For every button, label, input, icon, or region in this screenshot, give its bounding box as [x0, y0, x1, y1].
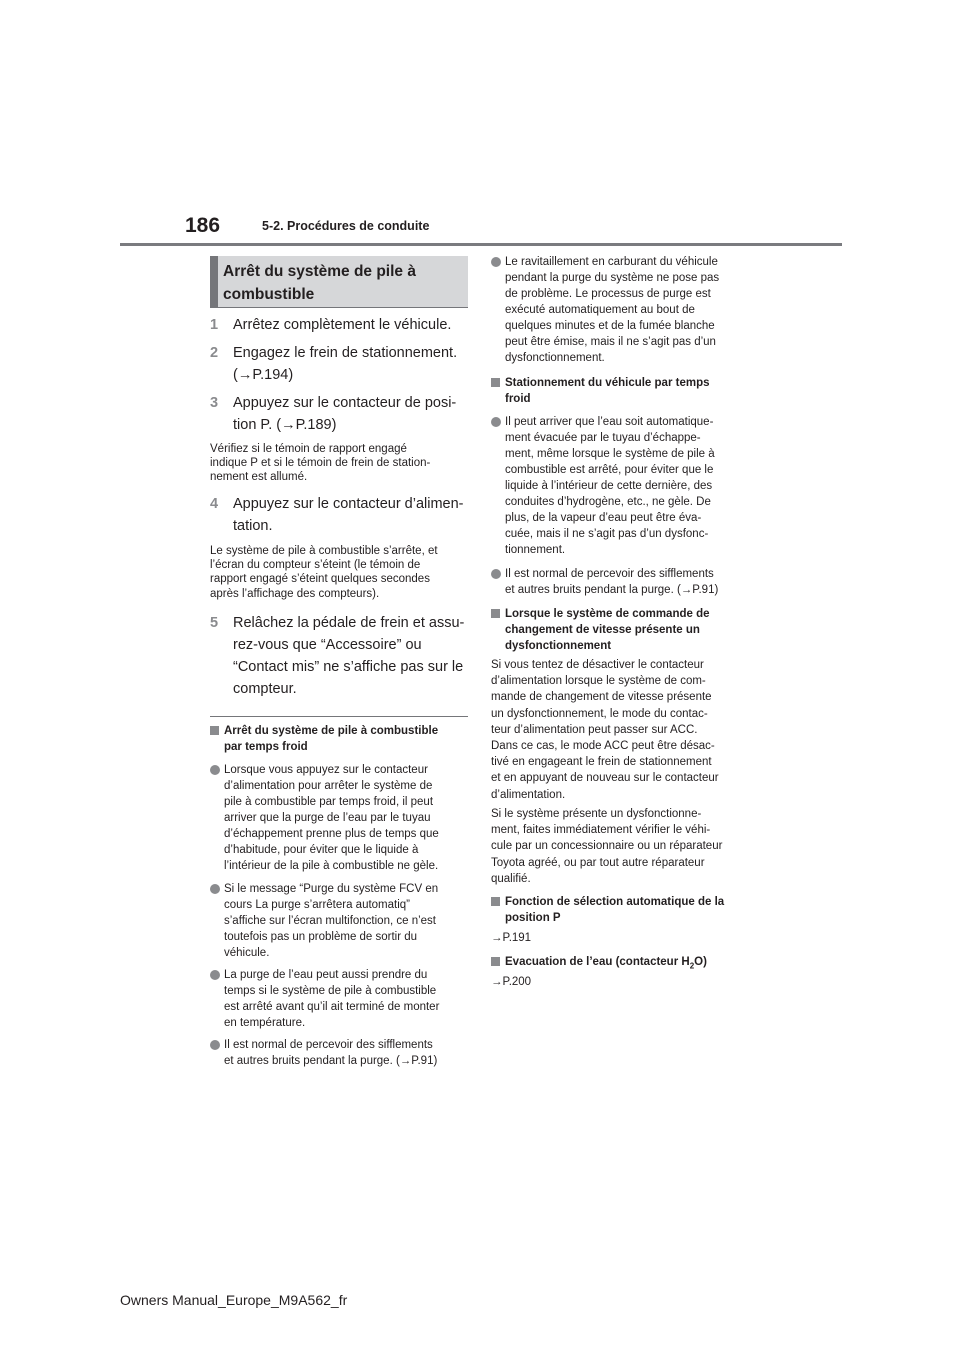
step-5: 5 Relâchez la pédale de frein et assu- rez-vous que “Accessoire” ou “Contact mis” ne s’affiche pas sur le compteur. [210, 615, 465, 697]
square-bullet-icon [491, 378, 500, 387]
square-bullet-icon [491, 957, 500, 966]
shift-heading: Lorsque le système de commande de changement de vitesse présente un dysfonctionnement [491, 606, 710, 654]
bullet-dot-icon [210, 884, 220, 894]
bullet-dot-icon [210, 1040, 220, 1050]
bullet-dot-icon [210, 765, 220, 775]
parking-heading: Stationnement du véhicule par temps froid [491, 375, 709, 407]
shift-paragraph-1: Si vous tentez de désactiver le contacteur d’alimentation lorsque le système de com- mande de changement de vitesse présente un dysfonctionnement, le mode du contac- teur d’alimentation peut passer sur ACC. Dans ce cas, le mode ACC peut être désac- tivé en engageant le frein de stationnement et en appuyant de nouveau sur le contacteur d’alimentation. [491, 659, 719, 801]
shift-paragraph-2: Si le système présente un dysfonctionne- ment, faites immédiatement vérifier le véhi- cule par un concessionnaire ou un réparateur Toyota agréé, ou par tout autre réparateur qualifié. [491, 808, 723, 885]
auto-p-reference-link[interactable]: →P.191 [491, 932, 532, 944]
box-underline [210, 307, 468, 308]
header-rule [120, 243, 842, 246]
water-reference-link[interactable]: →P.200 [491, 976, 532, 988]
bullet-item: La purge de l’eau peut aussi prendre du temps si le système de pile à combustible est arrêté avant qu’il ait terminé de monter en température. [210, 967, 439, 1031]
bullet-dot-icon [491, 257, 501, 267]
square-bullet-icon [491, 897, 500, 906]
water-heading: Evacuation de l’eau (contacteur $H_2O$) [491, 954, 707, 974]
bullet-item: Il peut arriver que l’eau soit automatique- ment évacuée par le tuyau d’échappe- ment, même lorsque le système de pile à combustible est arrêté, pour éviter que le liquide à l’intérieur de cette dernière, des conduites d’hydrogène, etc., ne gèle. De plus, de la vapeur d’eau peut être éva- cuée, mais il ne s’agit pas d’un dysfonc- tionnement. [491, 414, 715, 558]
step-1: 1 Arrêtez complètement le véhicule. [210, 317, 452, 333]
section-title: 5-2. Procédures de conduite [262, 219, 430, 233]
square-bullet-icon [491, 609, 500, 618]
bullet-dot-icon [491, 417, 501, 427]
bullet-item: Le ravitaillement en carburant du véhicule pendant la purge du système ne pose pas de problème. Le processus de purge est exécuté automatiquement au bout de quelques minutes et de la fumée blanche peut être émise, mais il ne s’agit pas d’un dysfonctionnement. [491, 254, 719, 366]
step-2: 2 Engagez le frein de stationnement. (→P.194) [210, 345, 458, 383]
footer-document-id: Owners Manual_Europe_M9A562_fr [120, 1292, 348, 1308]
title-box-bar [210, 256, 218, 308]
bullet-dot-icon [491, 569, 501, 579]
note-step-3: Vérifiez si le témoin de rapport engagé indique P et si le témoin de frein de station- nement est allumé. [210, 443, 431, 484]
note-step-4: Le système de pile à combustible s’arrête, et l’écran du compteur s’éteint (le témoin de rapport engagé s’éteint quelques secondes après l’affichage des compteurs). [210, 545, 438, 600]
bullet-item: Il est normal de percevoir des sifflements et autres bruits pendant la purge. (→P.91) [491, 566, 718, 598]
page-number: 186 [185, 214, 221, 237]
bullet-item: Lorsque vous appuyez sur le contacteur d’alimentation pour arrêter le système de pile à combustible par temps froid, il peut arriver que la purge de l’eau par le tuyau d’échappement prenne plus de temps que d’habitude, pour éviter que le liquide à l’intérieur de la pile à combustible ne gèle. [210, 762, 439, 874]
bullet-item: Si le message “Purge du système FCV en cours La purge s’arrêtera automatiq” s’affiche sur l’écran multifonction, ce n’est toutefois pas un problème de sortir du véhicule. [210, 881, 438, 961]
cold-heading: Arrêt du système de pile à combustible par temps froid [210, 723, 438, 755]
title-box [210, 256, 468, 308]
section-divider [210, 716, 468, 717]
box-title: Arrêt du système de pile à combustible [223, 263, 416, 303]
bullet-item: Il est normal de percevoir des sifflements et autres bruits pendant la purge. (→P.91) [210, 1037, 437, 1069]
step-4: 4 Appuyez sur le contacteur d’alimen- tation. [210, 496, 464, 534]
auto-p-heading: Fonction de sélection automatique de la position P [491, 894, 724, 926]
bullet-dot-icon [210, 970, 220, 980]
step-3: 3 Appuyez sur le contacteur de posi- tion P. (→P.189) [210, 395, 457, 433]
square-bullet-icon [210, 726, 219, 735]
